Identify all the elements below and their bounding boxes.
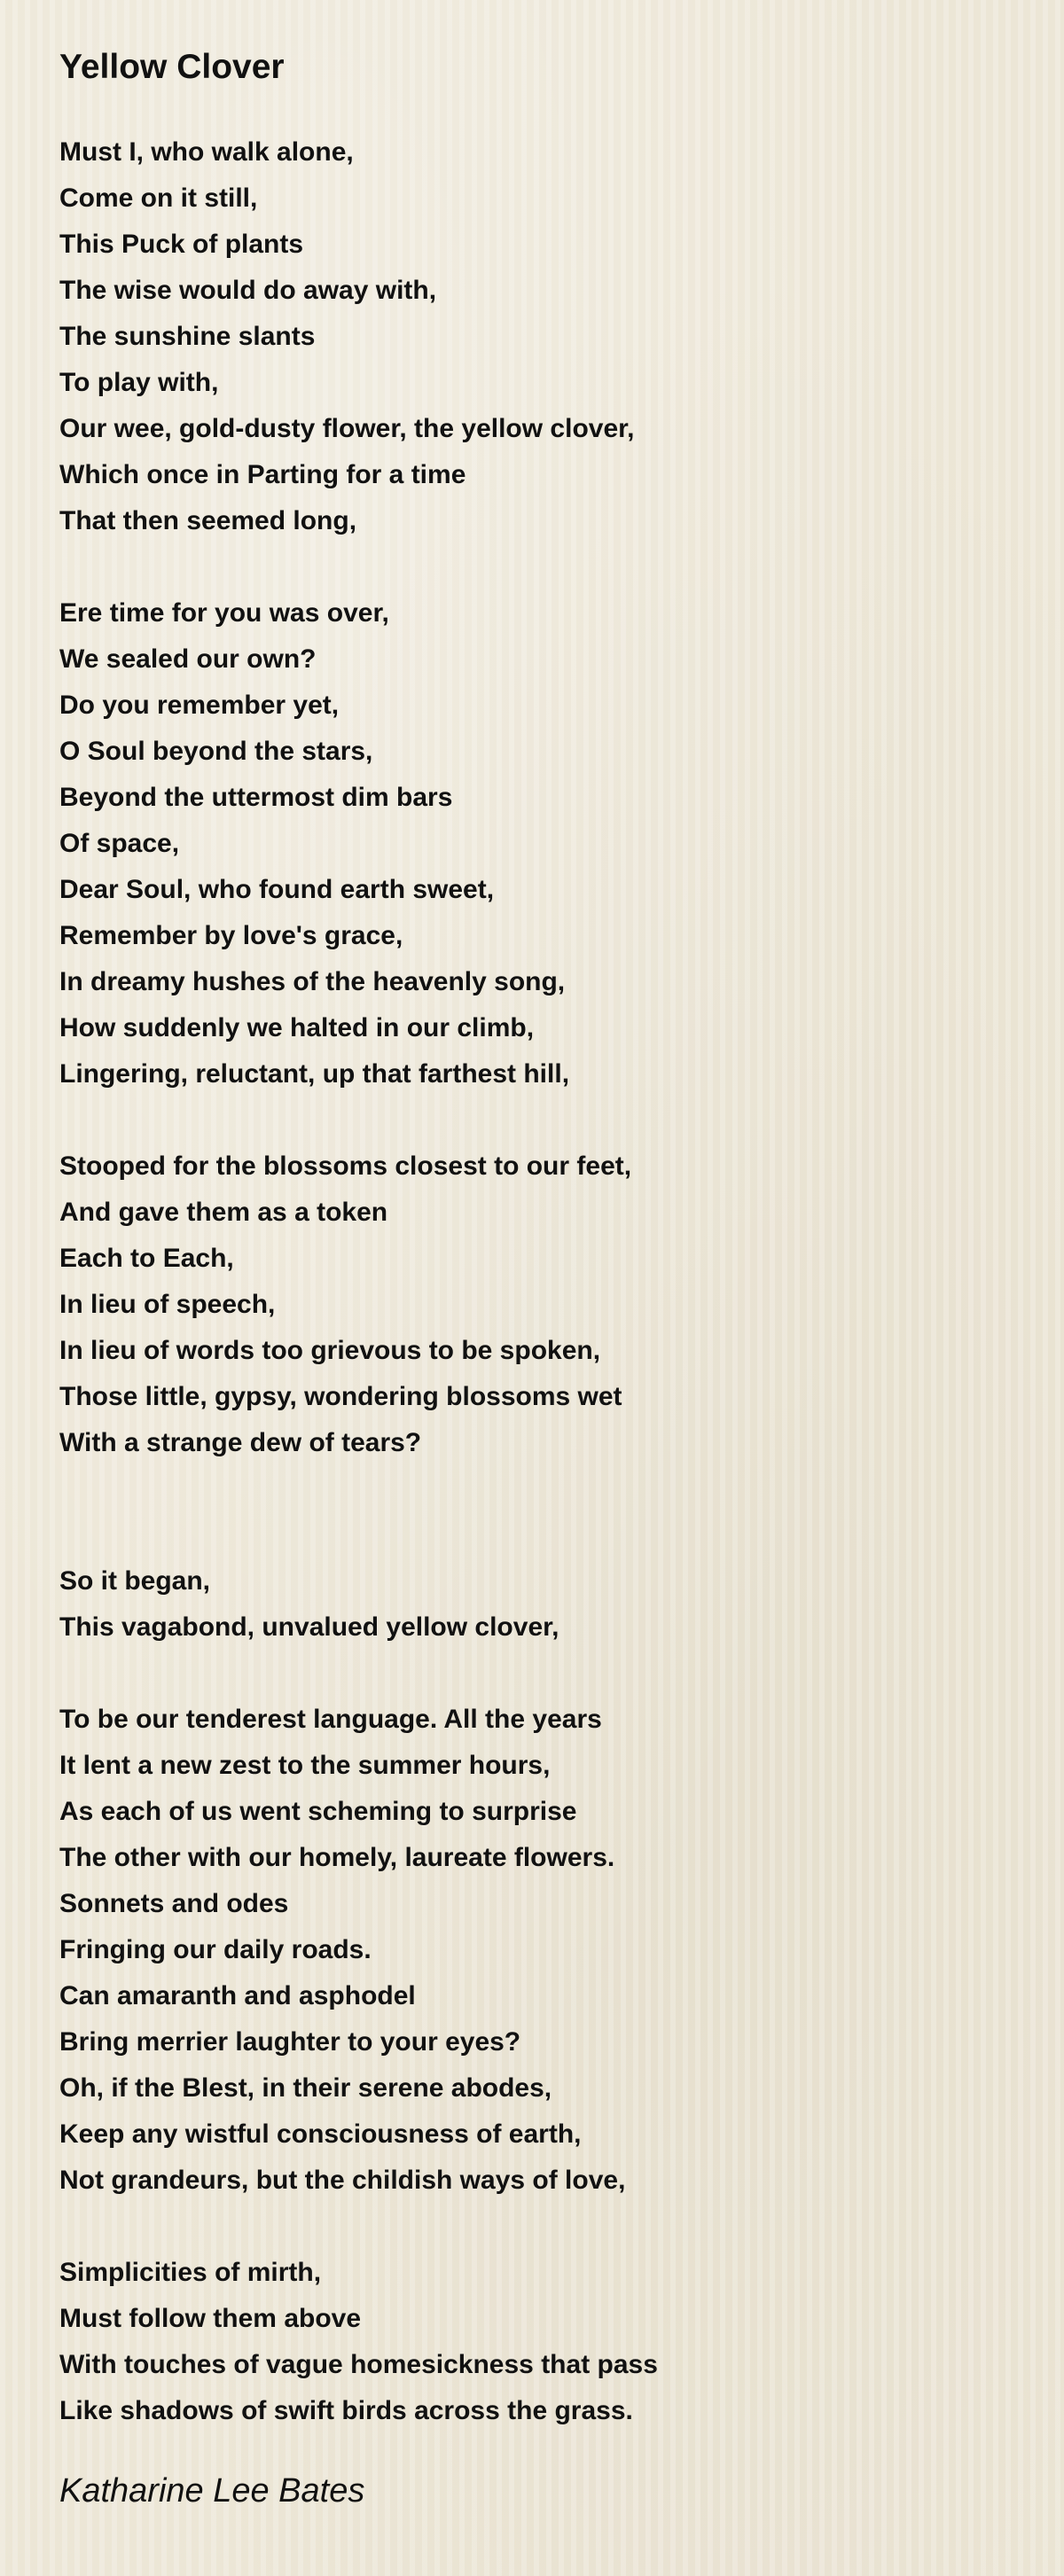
- poem-line: Our wee, gold-dusty flower, the yellow clover,: [59, 414, 635, 443]
- poem-line: Sonnets and odes: [59, 1889, 289, 1918]
- poem-line: As each of us went scheming to surprise: [59, 1797, 577, 1826]
- poem-line: We sealed our own?: [59, 644, 317, 674]
- poem-line: Oh, if the Blest, in their serene abodes,: [59, 2073, 552, 2103]
- poem-line: Beyond the uttermost dim bars: [59, 783, 453, 812]
- poem-line: Stooped for the blossoms closest to our feet,: [59, 1151, 632, 1181]
- poem-line: And gave them as a token: [59, 1198, 388, 1227]
- poem-line: In dreamy hushes of the heavenly song,: [59, 967, 566, 996]
- poem-line: Which once in Parting for a time: [59, 460, 466, 489]
- poem-line: In lieu of words too grievous to be spoken,: [59, 1336, 601, 1365]
- poem-line: Ere time for you was over,: [59, 598, 389, 628]
- poem-line: How suddenly we halted in our climb,: [59, 1013, 535, 1042]
- poem-line: Must I, who walk alone,: [59, 137, 354, 167]
- poem-line: The other with our homely, laureate flowers.: [59, 1843, 615, 1872]
- poem-line: Not grandeurs, but the childish ways of love,: [59, 2166, 626, 2195]
- poem-line: In lieu of speech,: [59, 1290, 276, 1319]
- poem-line: Come on it still,: [59, 183, 258, 213]
- poem-line: To play with,: [59, 368, 219, 397]
- stanza-break: [59, 544, 1064, 590]
- poem-line: With touches of vague homesickness that pass: [59, 2350, 658, 2379]
- poem-line: Dear Soul, who found earth sweet,: [59, 875, 495, 904]
- poem-line: That then seemed long,: [59, 506, 357, 535]
- poem-line: Keep any wistful consciousness of earth,: [59, 2119, 582, 2149]
- poem-line: Each to Each,: [59, 1244, 234, 1273]
- poem-line: This vagabond, unvalued yellow clover,: [59, 1612, 559, 1642]
- poem-line: The sunshine slants: [59, 322, 316, 351]
- poem-line: The wise would do away with,: [59, 276, 437, 305]
- poem-line: O Soul beyond the stars,: [59, 737, 373, 766]
- poem-line: It lent a new zest to the summer hours,: [59, 1751, 551, 1780]
- poem-title: Yellow Clover: [59, 48, 285, 86]
- poem-line: Those little, gypsy, wondering blossoms wet: [59, 1382, 622, 1411]
- poem-author: Katharine Lee Bates: [59, 2472, 365, 2510]
- stanza-break: [59, 2204, 1064, 2250]
- poem-line: Like shadows of swift birds across the grass.: [59, 2396, 633, 2425]
- poem-line: Simplicities of mirth,: [59, 2258, 322, 2287]
- poem-line: This Puck of plants: [59, 230, 304, 259]
- poem-line: Fringing our daily roads.: [59, 1935, 372, 1964]
- poem-line: Bring merrier laughter to your eyes?: [59, 2027, 521, 2057]
- poem-line: Of space,: [59, 829, 180, 858]
- stanza-break: [59, 1512, 1064, 1558]
- poem-line: Must follow them above: [59, 2304, 362, 2333]
- poem-line: Can amaranth and asphodel: [59, 1981, 416, 2010]
- poem-line: With a strange dew of tears?: [59, 1428, 422, 1457]
- poem-line: Lingering, reluctant, up that farthest hill,: [59, 1059, 570, 1089]
- poem-line: So it began,: [59, 1566, 211, 1596]
- stanza-break: [59, 1466, 1064, 1512]
- poem-body: [59, 129, 1064, 2434]
- poem-line: Do you remember yet,: [59, 691, 340, 720]
- poem-line: Remember by love's grace,: [59, 921, 403, 950]
- stanza-break: [59, 1651, 1064, 1697]
- stanza-break: [59, 1097, 1064, 1144]
- poem-line: To be our tenderest language. All the years: [59, 1705, 602, 1734]
